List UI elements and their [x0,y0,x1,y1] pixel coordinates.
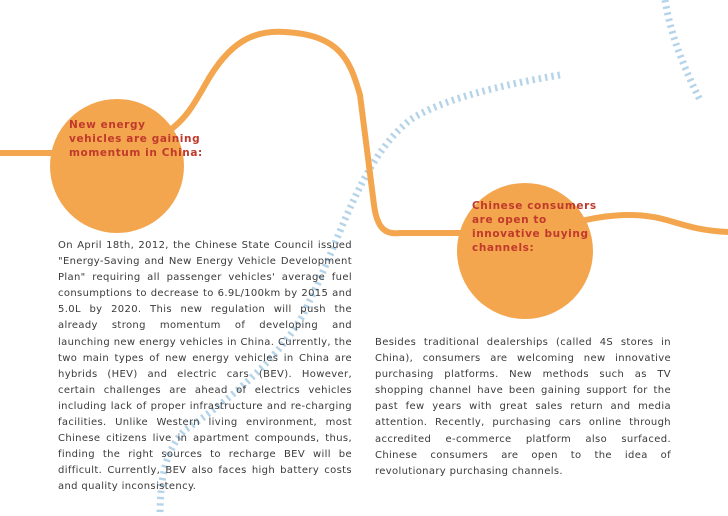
callout-new-energy-heading: New energy vehicles are gaining momentum in China: [69,119,203,159]
new-energy-paragraph: On April 18th, 2012, the Chinese State Council issued "Energy-Saving and New Energy Vehicle Development Plan" requiring all passenger vehicles' average fuel consumptions to decrease to 6.9L/100km by 2015 and 5.0L by 2020. This new regulation will push the already strong momentum of developing and launching new energy vehicles in China. Currently, the two main types of new energy vehicles in China are hybrids (HEV) and electric cars (BEV). However, certain challenges are ahead of electrics vehicles including lack of proper infrastructure and re-charging facilities. Unlike Western living environment, most Chinese citizens live in apartment compounds, thus, finding the right sources to recharge BEV will be difficult. Currently, BEV also faces high battery costs and quality inconsistency. [58,240,352,493]
buying-channels-paragraph: Besides traditional dealerships (called 4S stores in China), consumers are welcoming new innovative purchasing platforms. New methods such as TV shopping channel have been gaining support for the past few years with great sales return and media attention. Recently, purchasing cars online through accredited e-commerce platform also surfaced. Chinese consumers are open to the idea of revolutionary purchasing channels. [375,337,671,477]
callout-buying-channels-heading: Chinese consumers are open to innovative buying channels: [472,200,597,254]
